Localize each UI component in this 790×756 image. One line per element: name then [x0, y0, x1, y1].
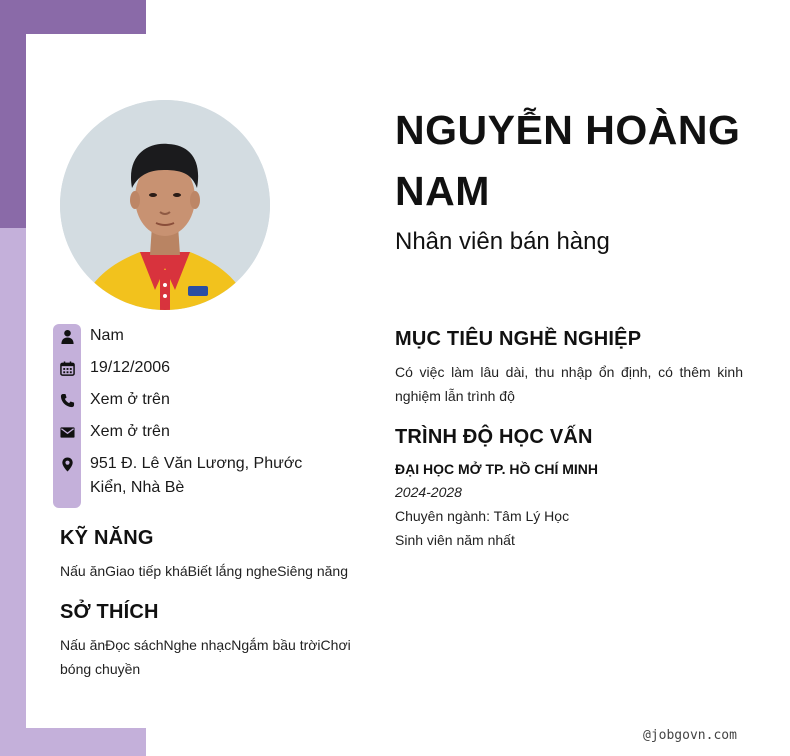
mail-icon: [53, 420, 81, 444]
candidate-name: NGUYỄN HOÀNG NAM: [395, 107, 741, 214]
profile-photo: [60, 100, 270, 310]
address-value: 951 Đ. Lê Văn Lương, Phước Kiển, Nhà Bè: [90, 455, 303, 496]
phone-icon: [53, 388, 81, 412]
education-period: 2024-2028: [395, 484, 462, 500]
education-school: ĐẠI HỌC MỞ TP. HỒ CHÍ MINH: [395, 461, 599, 477]
skills-text: Nấu ănGiao tiếp kháBiết lắng ngheSiêng năng: [60, 563, 348, 579]
objective-text: Có việc làm lâu dài, thu nhập ổn định, có thêm kinh nghiệm lẫn trình độ: [395, 364, 743, 404]
contact-phone: [53, 388, 353, 412]
contact-birthday: [53, 356, 353, 380]
education-title: TRÌNH ĐỘ HỌC VẤN: [395, 426, 593, 448]
contact-email: [53, 420, 353, 444]
phone-value: Xem ở trên: [90, 391, 170, 408]
hobbies-title: SỞ THÍCH: [60, 601, 159, 623]
job-title: Nhân viên bán hàng: [395, 228, 610, 255]
gender-value: Nam: [90, 327, 124, 344]
person-icon: [53, 324, 81, 348]
location-pin-icon: [53, 452, 81, 476]
education-major: Chuyên ngành: Tâm Lý Học: [395, 508, 570, 524]
education-note: Sinh viên năm nhất: [395, 532, 515, 548]
contact-gender: [53, 324, 353, 348]
hobbies-text: Nấu ănĐọc sáchNghe nhạcNgắm bầu trờiChơi bóng chuyền: [60, 637, 351, 677]
birthday-value: 19/12/2006: [90, 359, 171, 376]
email-value: Xem ở trên: [90, 423, 170, 440]
calendar-icon: [53, 356, 81, 380]
objective-title: MỤC TIÊU NGHỀ NGHIỆP: [395, 328, 642, 350]
skills-title: KỸ NĂNG: [60, 527, 154, 549]
watermark: @jobgovn.com: [643, 728, 737, 743]
contact-address: [53, 452, 353, 500]
